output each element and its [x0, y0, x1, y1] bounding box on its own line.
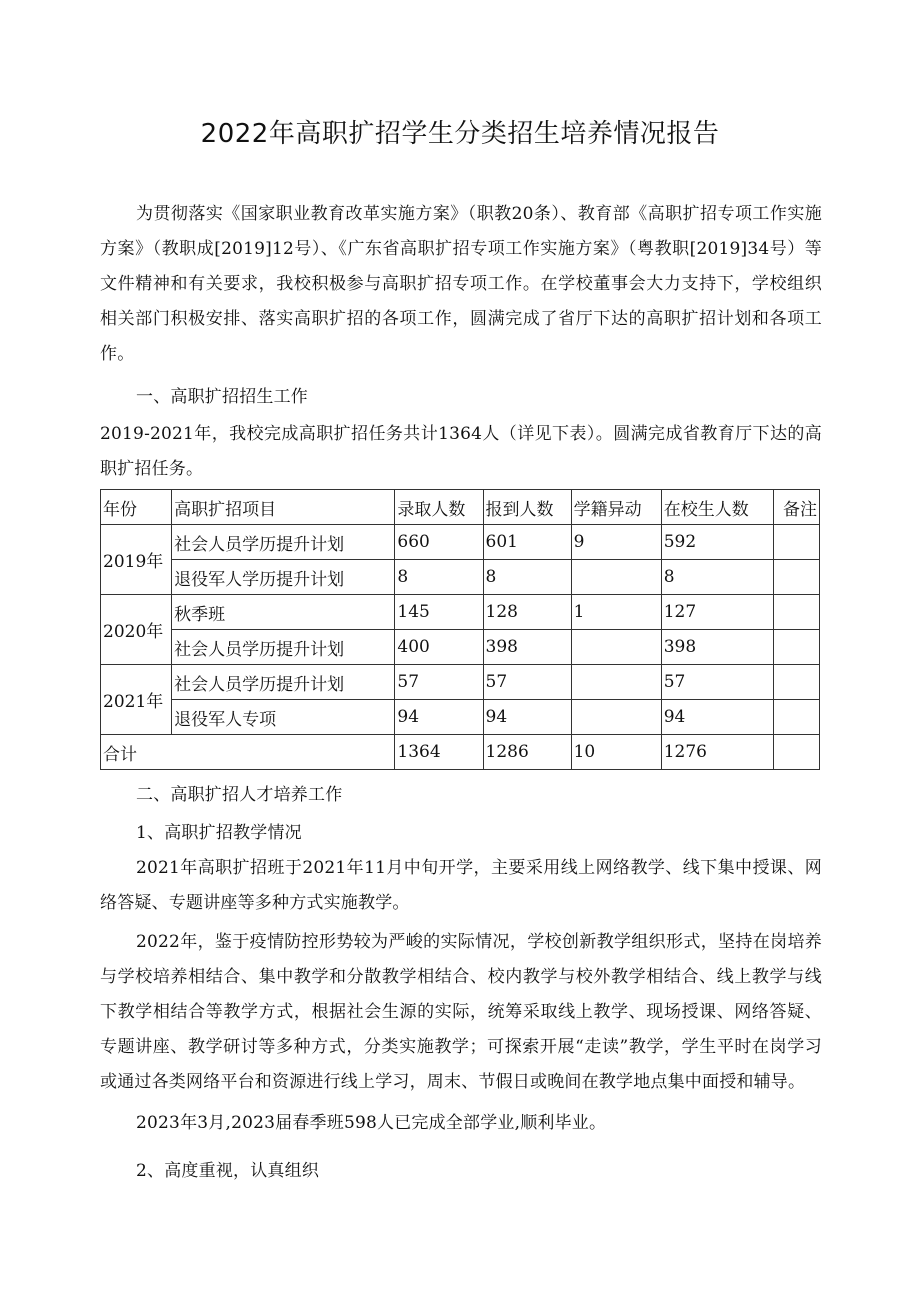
admitted-cell: 660: [395, 525, 483, 560]
enrolled-cell: 57: [661, 665, 773, 700]
teaching-paragraph-2: 2022年，鉴于疫情防控形势较为严峻的实际情况，学校创新教学组织形式，坚持在岗培养与学校培养相结合、集中教学和分散教学相结合、校内教学与校外教学相结合、线上教学与线下教学相结合等教学方式，根据社会生源的实际，统筹采取线上教学、现场授课、网络答疑、专题讲座、教学研讨等多种方式，分类实施教学；可探索开展“走读”教学，学生平时在岗学习或通过各类网络平台和资源进行线上学习，周末、节假日或晚间在教学地点集中面授和辅导。: [100, 932, 822, 1092]
year-cell: 2020年: [101, 595, 172, 665]
item-cell: 社会人员学历提升计划: [172, 630, 395, 665]
enrollment-table: [100, 489, 820, 770]
enrolled-cell: 8: [661, 560, 773, 595]
admitted-cell: 400: [395, 630, 483, 665]
section-heading-2: 二、高职扩招人才培养工作: [136, 785, 343, 805]
admitted-cell: 8: [395, 560, 483, 595]
change-cell: 9: [571, 525, 661, 560]
change-cell: [571, 630, 661, 665]
table-row: [101, 525, 820, 560]
header-cell: 报到人数: [483, 490, 571, 525]
item-cell: 退役军人专项: [172, 700, 395, 735]
reported-cell: 601: [483, 525, 571, 560]
reported-cell: 398: [483, 630, 571, 665]
enrolled-cell: 94: [661, 700, 773, 735]
note-cell: [773, 630, 819, 665]
teaching-paragraph-1: 2021年高职扩招班于2021年11月中旬开学，主要采用线上网络教学、线下集中授课、网络答疑、专题讲座等多种方式实施教学。: [100, 858, 822, 913]
table-header-row: [101, 490, 820, 525]
table-row: [101, 700, 820, 735]
table-row: [101, 665, 820, 700]
section1-paragraph: 2019-2021年，我校完成高职扩招任务共计1364人（详见下表）。圆满完成省教育厅下达的高职扩招任务。: [100, 424, 822, 479]
note-cell: [773, 595, 819, 630]
total-label-cell: 合计: [101, 735, 395, 770]
reported-cell: 1286: [483, 735, 571, 770]
year-cell: 2021年: [101, 665, 172, 735]
table-row: [101, 630, 820, 665]
note-cell: [773, 665, 819, 700]
reported-cell: 94: [483, 700, 571, 735]
header-cell: 备注: [773, 490, 819, 525]
note-cell: [773, 525, 819, 560]
header-cell: 学籍异动: [571, 490, 661, 525]
reported-cell: 128: [483, 595, 571, 630]
admitted-cell: 57: [395, 665, 483, 700]
item-cell: 社会人员学历提升计划: [172, 525, 395, 560]
header-cell: 高职扩招项目: [172, 490, 395, 525]
admitted-cell: 145: [395, 595, 483, 630]
table-row: [101, 560, 820, 595]
enrolled-cell: 1276: [661, 735, 773, 770]
item-cell: 秋季班: [172, 595, 395, 630]
reported-cell: 57: [483, 665, 571, 700]
enrolled-cell: 127: [661, 595, 773, 630]
enrolled-cell: 398: [661, 630, 773, 665]
intro-paragraph: 为贯彻落实《国家职业教育改革实施方案》（职教20条）、教育部《高职扩招专项工作实施方案》（教职成[2019]12号）、《广东省高职扩招专项工作实施方案》（粤教职[2019]34号）等文件精神和有关要求，我校积极参与高职扩招专项工作。在学校董事会大力支持下，学校组织相关部门积极安排、落实高职扩招的各项工作，圆满完成了省厅下达的高职扩招计划和各项工作。: [100, 204, 822, 364]
note-cell: [773, 560, 819, 595]
header-cell: 年份: [101, 490, 172, 525]
change-cell: 10: [571, 735, 661, 770]
page-title: 2022年高职扩招学生分类招生培养情况报告: [200, 119, 720, 149]
change-cell: [571, 560, 661, 595]
change-cell: [571, 700, 661, 735]
item-cell: 退役军人学历提升计划: [172, 560, 395, 595]
reported-cell: 8: [483, 560, 571, 595]
change-cell: [571, 665, 661, 700]
year-cell: 2019年: [101, 525, 172, 595]
section-heading-1: 一、高职扩招招生工作: [136, 387, 308, 407]
admitted-cell: 1364: [395, 735, 483, 770]
subsection-heading-1: 1、高职扩招教学情况: [136, 823, 302, 843]
change-cell: 1: [571, 595, 661, 630]
table-row: [101, 595, 820, 630]
header-cell: 在校生人数: [661, 490, 773, 525]
enrolled-cell: 592: [661, 525, 773, 560]
header-cell: 录取人数: [395, 490, 483, 525]
note-cell: [773, 700, 819, 735]
item-cell: 社会人员学历提升计划: [172, 665, 395, 700]
graduation-paragraph: 2023年3月,2023届春季班598人已完成全部学业,顺利毕业。: [136, 1113, 607, 1133]
admitted-cell: 94: [395, 700, 483, 735]
note-cell: [773, 735, 819, 770]
table-total-row: [101, 735, 820, 770]
subsection-heading-2: 2、高度重视，认真组织: [136, 1161, 320, 1181]
